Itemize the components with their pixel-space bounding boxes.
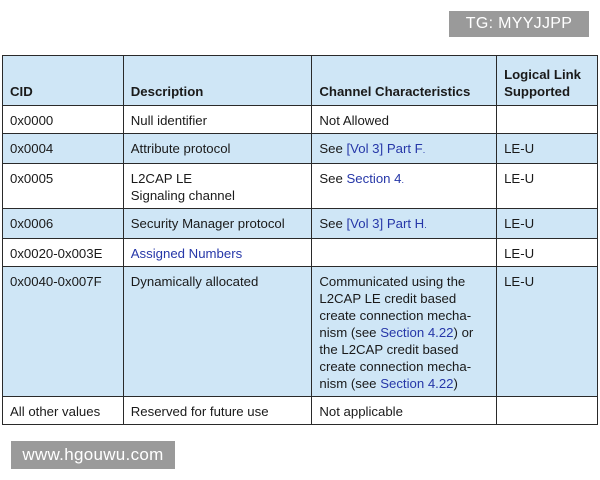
channel-prefix: See bbox=[319, 216, 347, 231]
watermark-bottom-badge: www.hgouwu.com bbox=[11, 441, 175, 469]
table-row bbox=[3, 209, 598, 239]
section-4-22-link[interactable]: Section 4.22 bbox=[380, 325, 454, 340]
header-channel-characteristics: Channel Characteristics bbox=[312, 56, 497, 106]
link-marker-dot: . bbox=[422, 145, 426, 155]
table-row bbox=[3, 239, 598, 267]
cell-logical-link: LE-U bbox=[497, 239, 598, 267]
link-marker-dot: . bbox=[401, 175, 405, 185]
cell-cid: 0x0005 bbox=[3, 164, 124, 209]
cell-logical-link: LE-U bbox=[497, 209, 598, 239]
channel-text: ) or the L2CAP credit based create connection mecha-nism (see bbox=[319, 325, 474, 391]
cell-channel bbox=[312, 209, 497, 239]
cell-logical-link: LE-U bbox=[497, 164, 598, 209]
header-cid: CID bbox=[3, 56, 124, 106]
assigned-numbers-link[interactable]: Assigned Numbers bbox=[130, 246, 243, 261]
section-4-link[interactable]: Section 4 bbox=[346, 171, 402, 186]
cell-cid: 0x0000 bbox=[3, 106, 124, 134]
table-row bbox=[3, 397, 598, 425]
vol3-part-f-link[interactable]: [Vol 3] Part F bbox=[346, 141, 423, 156]
cell-description: Attribute protocol bbox=[123, 134, 312, 164]
description-line: L2CAP LE bbox=[130, 171, 193, 186]
cell-channel bbox=[312, 267, 497, 397]
cell-logical-link bbox=[497, 106, 598, 134]
table-row bbox=[3, 164, 598, 209]
cell-logical-link: LE-U bbox=[497, 267, 598, 397]
vol3-part-h-link[interactable]: [Vol 3] Part H bbox=[346, 216, 425, 231]
watermark-top-badge: TG: MYYJJPP bbox=[449, 11, 589, 37]
link-marker-dot: . bbox=[424, 220, 427, 230]
cell-description: Reserved for future use bbox=[123, 397, 312, 425]
table-header-row bbox=[3, 56, 598, 106]
cell-channel: Not Allowed bbox=[312, 106, 497, 134]
table-row bbox=[3, 267, 598, 397]
cell-logical-link: LE-U bbox=[497, 134, 598, 164]
cell-description bbox=[123, 239, 312, 267]
cid-table bbox=[2, 55, 598, 425]
description-line: Signaling channel bbox=[130, 188, 235, 203]
header-logical-link-supported: Logical Link Supported bbox=[497, 56, 598, 106]
cell-description: Null identifier bbox=[123, 106, 312, 134]
cell-channel bbox=[312, 239, 497, 267]
channel-text: Communicated using the L2CAP LE credit based create connection mecha-nism (see bbox=[319, 274, 472, 340]
table-row bbox=[3, 106, 598, 134]
channel-prefix: See bbox=[319, 171, 347, 186]
cell-channel bbox=[312, 134, 497, 164]
cell-logical-link bbox=[497, 397, 598, 425]
cell-channel bbox=[312, 164, 497, 209]
channel-prefix: See bbox=[319, 141, 347, 156]
channel-text: ) bbox=[453, 376, 458, 391]
cell-cid: 0x0040-0x007F bbox=[3, 267, 124, 397]
cell-cid: 0x0004 bbox=[3, 134, 124, 164]
cell-description: Security Manager protocol bbox=[123, 209, 312, 239]
section-4-22-link[interactable]: Section 4.22 bbox=[380, 376, 454, 391]
cell-cid: 0x0006 bbox=[3, 209, 124, 239]
cell-description: Dynamically allocated bbox=[123, 267, 312, 397]
cell-description bbox=[123, 164, 312, 209]
table-row bbox=[3, 134, 598, 164]
cell-channel: Not applicable bbox=[312, 397, 497, 425]
cell-cid: 0x0020-0x003E bbox=[3, 239, 124, 267]
header-description: Description bbox=[123, 56, 312, 106]
cell-cid: All other values bbox=[3, 397, 124, 425]
